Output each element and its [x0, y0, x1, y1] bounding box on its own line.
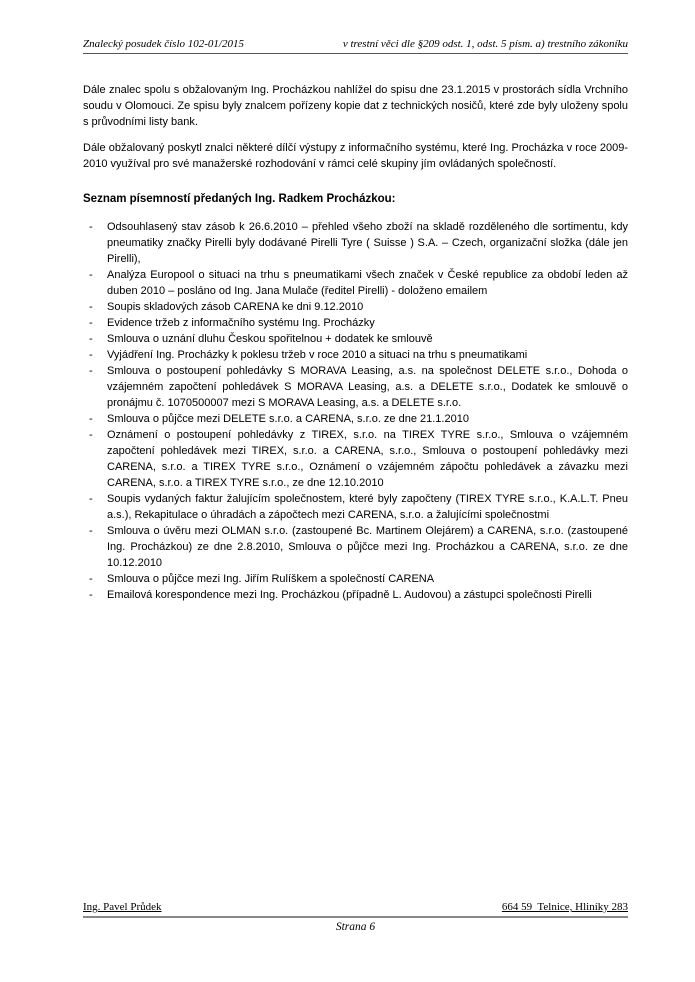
list-item-text: Emailová korespondence mezi Ing. Procházkou (případně L. Audovou) a zástupci společnosti Pirelli: [107, 589, 592, 601]
list-item-text: Oznámení o postoupení pohledávky z TIREX, s.r.o. na TIREX TYRE s.r.o., Smlouva o vzájemném započtení pohledávek mezi TIREX, s.r.o. a CARENA, s.r.o., Smlouva o postoupení pohledávky mezi CARENA, s.r.o. a TIREX TYRE s.r.o., Oznámení o vzájemném zápočtu pohledávek a závazku mezi CARENA, s.r.o. a TIREX TYRE s.r.o., ze dne 12.10.2010: [107, 429, 628, 489]
list-item: [83, 267, 628, 299]
header-case-reference: v trestní věci dle §209 odst. 1, odst. 5 písm. a) trestního zákoníku: [342, 38, 628, 50]
list-item-text: Odsouhlasený stav zásob k 26.6.2010 – přehled všeho zboží na skladě rozděleného dle sortimentu, kdy pneumatiky značky Pirelli byly dodávané Pirelli Tyre ( Suisse ) S.A. – Czech, organizační složka (dále jen Pirelli),: [107, 221, 628, 265]
list-item-dash-marker: -: [89, 429, 93, 441]
list-item: [83, 491, 628, 523]
list-item: [83, 411, 628, 427]
list-item-dash-marker: -: [89, 589, 93, 601]
list-item-dash-marker: -: [89, 221, 93, 233]
list-item: [83, 587, 628, 603]
list-item-dash-marker: -: [89, 525, 93, 537]
list-item-text: Analýza Europool o situaci na trhu s pneumatikami všech značek v České republice za období leden až duben 2010 – posláno od Ing. Jana Mulače (ředitel Pirelli) - doloženo emailem: [107, 269, 628, 297]
list-item-dash-marker: -: [89, 365, 93, 377]
page-header: [83, 38, 628, 54]
footer-address: 664 59 Telnice, Hliníky 283: [501, 901, 628, 913]
list-item: [83, 219, 628, 267]
list-item-dash-marker: -: [89, 301, 93, 313]
list-item: [83, 427, 628, 491]
list-item-text: Evidence tržeb z informačního systému Ing. Procházky: [107, 317, 375, 329]
list-item: [83, 363, 628, 411]
list-item: [83, 571, 628, 587]
list-item-text: Vyjádření Ing. Procházky k poklesu tržeb v roce 2010 a situaci na trhu s pneumatikami: [107, 349, 528, 361]
list-item-dash-marker: -: [89, 269, 93, 281]
list-item-text: Smlouva o úvěru mezi OLMAN s.r.o. (zastoupené Bc. Martinem Olejárem) a CARENA, s.r.o. (zastoupené Ing. Procházkou) ze dne 2.8.2010, Smlouva o půjčce mezi Ing. Procházkou a CARENA, s.r.o. ze dne 10.12.2010: [107, 525, 628, 569]
list-item-text: Soupis skladových zásob CARENA ke dni 9.12.2010: [107, 301, 364, 313]
list-item-dash-marker: -: [89, 573, 93, 585]
list-item-dash-marker: -: [89, 413, 93, 425]
list-item-text: Smlouva o půjčce mezi Ing. Jiřím Rulíškem a společností CARENA: [107, 573, 435, 585]
list-item-text: Smlouva o postoupení pohledávky S MORAVA Leasing, a.s. na společnost DELETE s.r.o., Dohoda o vzájemném započtení pohledávek S MORAVA Leasing, a.s. a DELETE s.r.o., Dodatek ke smlouvě o pronájmu č. 1070500007 mezi S MORAVA Leasing, a.s. a DELETE s.r.o.: [107, 365, 628, 409]
list-item: [83, 299, 628, 315]
document-list: [83, 219, 628, 603]
list-item: [83, 347, 628, 363]
list-item-dash-marker: -: [89, 333, 93, 345]
list-item: [83, 315, 628, 331]
document-content: [83, 82, 628, 603]
page-footer: [83, 901, 628, 918]
list-item: [83, 523, 628, 571]
list-item: [83, 331, 628, 347]
header-document-title: Znalecký posudek číslo 102-01/2015: [83, 38, 244, 50]
list-item-dash-marker: -: [89, 493, 93, 505]
footer-author-name: Ing. Pavel Průdek: [83, 901, 162, 913]
list-item-text: Smlouva o půjčce mezi DELETE s.r.o. a CARENA, s.r.o. ze dne 21.1.2010: [107, 413, 469, 425]
page-number: Strana 6: [335, 921, 376, 933]
list-item-dash-marker: -: [89, 317, 93, 329]
paragraph-outputs: Dále obžalovaný poskytl znalci některé dílčí výstupy z informačního systému, které Ing. Procházka v roce 2009-2010 využíval pro své manažerské rozhodování v rámci celé skupiny jím ovládaných společností.: [83, 142, 628, 170]
list-item-dash-marker: -: [89, 349, 93, 361]
list-item-text: Soupis vydaných faktur žalujícím společnostem, které byly započteny (TIREX TYRE s.r.o., K.A.L.T. Pneu a.s.), Rekapitulace o úhradách a zápočtech mezi CARENA, s.r.o. a žalujícími společnostmi: [107, 493, 628, 521]
list-item-text: Smlouva o uznání dluhu Českou spořitelnou + dodatek ke smlouvě: [107, 333, 433, 345]
list-heading: Seznam písemností předaných Ing. Radkem Procházkou:: [83, 193, 396, 205]
paragraph-inspection: Dále znalec spolu s obžalovaným Ing. Procházkou nahlížel do spisu dne 23.1.2015 v prostorách sídla Vrchního soudu v Olomouci. Ze spisu byly znalcem pořízeny kopie dat z technických nosičů, které zde byly uloženy spolu s průvodními listy bank.: [83, 84, 628, 128]
